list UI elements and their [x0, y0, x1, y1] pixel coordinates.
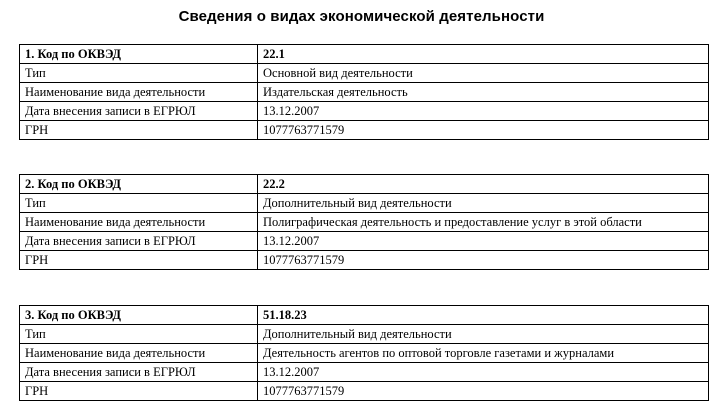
type-label: Тип: [20, 194, 258, 213]
activity-name-label: Наименование вида деятельности: [20, 344, 258, 363]
type-label: Тип: [20, 325, 258, 344]
activity-name-label: Наименование вида деятельности: [20, 83, 258, 102]
grn-value: 1077763771579: [258, 382, 709, 401]
table-row: [20, 64, 709, 83]
table-row: [20, 363, 709, 382]
type-value: Дополнительный вид деятельности: [258, 194, 709, 213]
table-row: [20, 232, 709, 251]
okved-code-value: 22.2: [258, 175, 709, 194]
section-header-row: [20, 306, 709, 325]
type-label: Тип: [20, 64, 258, 83]
grn-label: ГРН: [20, 382, 258, 401]
table-row: [20, 382, 709, 401]
activity-name-value: Деятельность агентов по оптовой торговле газетами и журналами: [258, 344, 709, 363]
record-date-value: 13.12.2007: [258, 363, 709, 382]
record-date-label: Дата внесения записи в ЕГРЮЛ: [20, 232, 258, 251]
table-row: [20, 102, 709, 121]
record-date-value: 13.12.2007: [258, 102, 709, 121]
table-row: [20, 194, 709, 213]
table-row: [20, 121, 709, 140]
record-date-label: Дата внесения записи в ЕГРЮЛ: [20, 363, 258, 382]
grn-value: 1077763771579: [258, 251, 709, 270]
grn-label: ГРН: [20, 251, 258, 270]
okved-section-1: [19, 44, 709, 140]
section-header-row: [20, 175, 709, 194]
okved-code-label: 3. Код по ОКВЭД: [20, 306, 258, 325]
activity-name-value: Издательская деятельность: [258, 83, 709, 102]
table-row: [20, 251, 709, 270]
type-value: Дополнительный вид деятельности: [258, 325, 709, 344]
okved-section-3: [19, 305, 709, 401]
table-row: [20, 325, 709, 344]
record-date-label: Дата внесения записи в ЕГРЮЛ: [20, 102, 258, 121]
table-row: [20, 83, 709, 102]
okved-code-value: 51.18.23: [258, 306, 709, 325]
okved-section-2: [19, 174, 709, 270]
grn-value: 1077763771579: [258, 121, 709, 140]
table-row: [20, 344, 709, 363]
okved-code-value: 22.1: [258, 45, 709, 64]
okved-code-label: 1. Код по ОКВЭД: [20, 45, 258, 64]
section-header-row: [20, 45, 709, 64]
grn-label: ГРН: [20, 121, 258, 140]
table-row: [20, 213, 709, 232]
okved-code-label: 2. Код по ОКВЭД: [20, 175, 258, 194]
type-value: Основной вид деятельности: [258, 64, 709, 83]
record-date-value: 13.12.2007: [258, 232, 709, 251]
activity-name-value: Полиграфическая деятельность и предоставление услуг в этой области: [258, 213, 709, 232]
activity-name-label: Наименование вида деятельности: [20, 213, 258, 232]
page-title: Сведения о видах экономической деятельности: [178, 8, 545, 25]
